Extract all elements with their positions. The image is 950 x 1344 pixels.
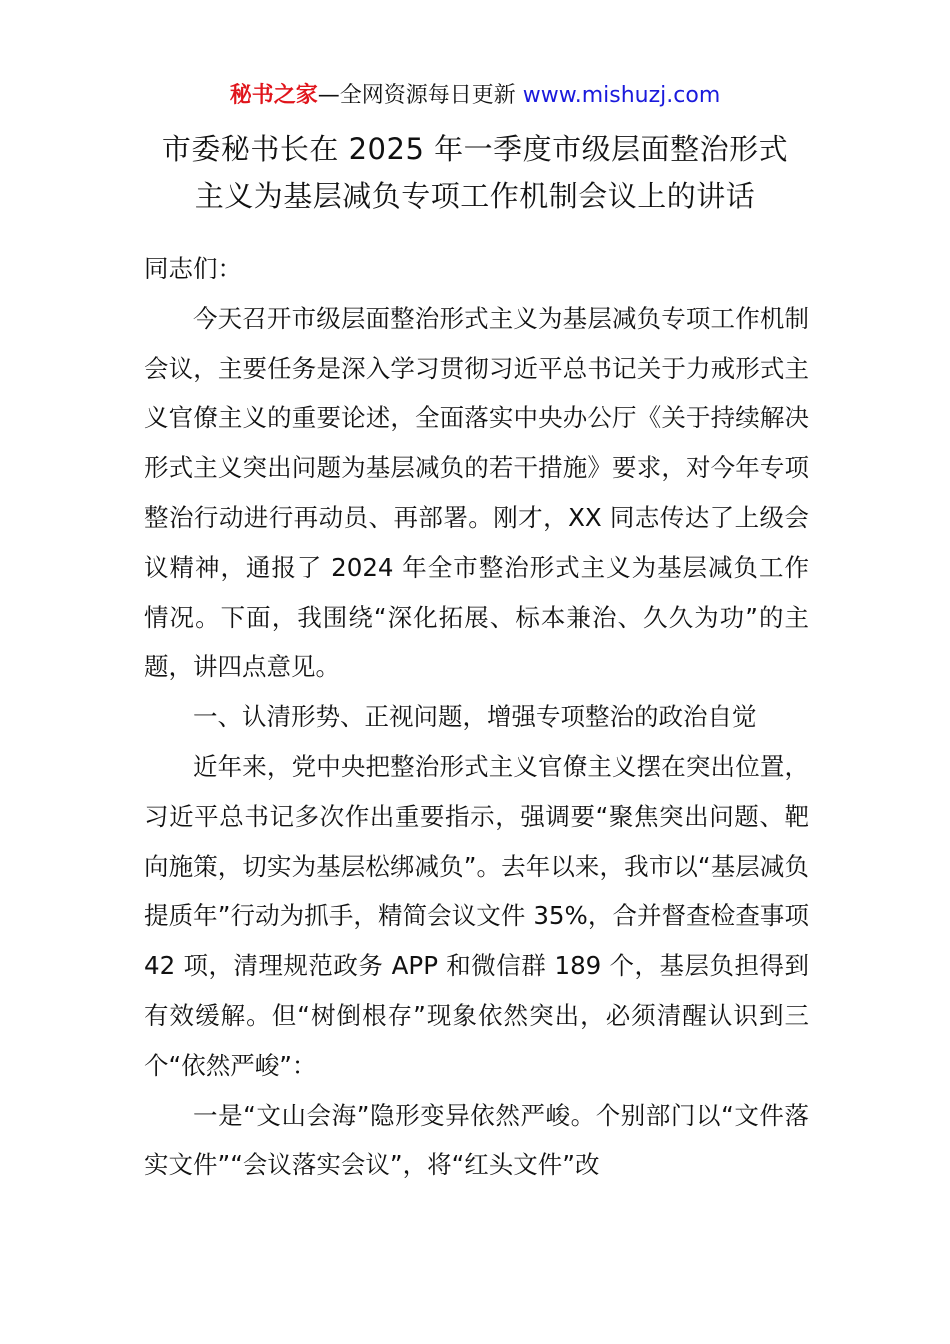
site-tagline: —全网资源每日更新: [317, 83, 516, 108]
paragraph-point-1: 一是“文山会海”隐形变异依然严峻。个别部门以“文件落实文件”“会议落实会议”，将“红头文件”改: [144, 1100, 809, 1180]
site-url-link[interactable]: www.mishuzj.com: [522, 83, 721, 108]
document-body: [144, 244, 809, 1190]
section-heading-1: 一、认清形势、正视问题，增强专项整治的政治自觉: [193, 702, 757, 732]
salutation: 同志们：: [144, 254, 242, 283]
document-title: [80, 126, 870, 220]
site-header: [0, 80, 950, 112]
title-line-2: 主义为基层减负专项工作机制会议上的讲话: [194, 179, 756, 213]
paragraph-opening: 今天召开市级层面整治形式主义为基层减负专项工作机制会议，主要任务是深入学习贯彻习近平总书记关于力戒形式主义官僚主义的重要论述，全面落实中央办公厅《关于持续解决形式主义突出问题为基层减负的若干措施》要求，对今年专项整治行动进行再动员、再部署。刚才，XX 同志传达了上级会议精神，通报了 2024 年全市整治形式主义为基层减负工作情况。下面，我围绕“深化拓展、标本兼治、久久为功”的主题，讲四点意见。: [144, 303, 809, 682]
site-brand: 秘书之家: [229, 83, 318, 108]
title-line-1: 市委秘书长在 2025 年一季度市级层面整治形式: [161, 132, 789, 166]
paragraph-situation: 近年来，党中央把整治形式主义官僚主义摆在突出位置，习近平总书记多次作出重要指示，强调要“聚焦突出问题、靶向施策，切实为基层松绑减负”。去年以来，我市以“基层减负提质年”行动为抓手，精简会议文件 35%，合并督查检查事项 42 项，清理规范政务 APP 和微信群 189 个，基层负担得到有效缓解。但“树倒根存”现象依然突出，必须清醒认识到三个“依然严峻”：: [144, 751, 809, 1080]
